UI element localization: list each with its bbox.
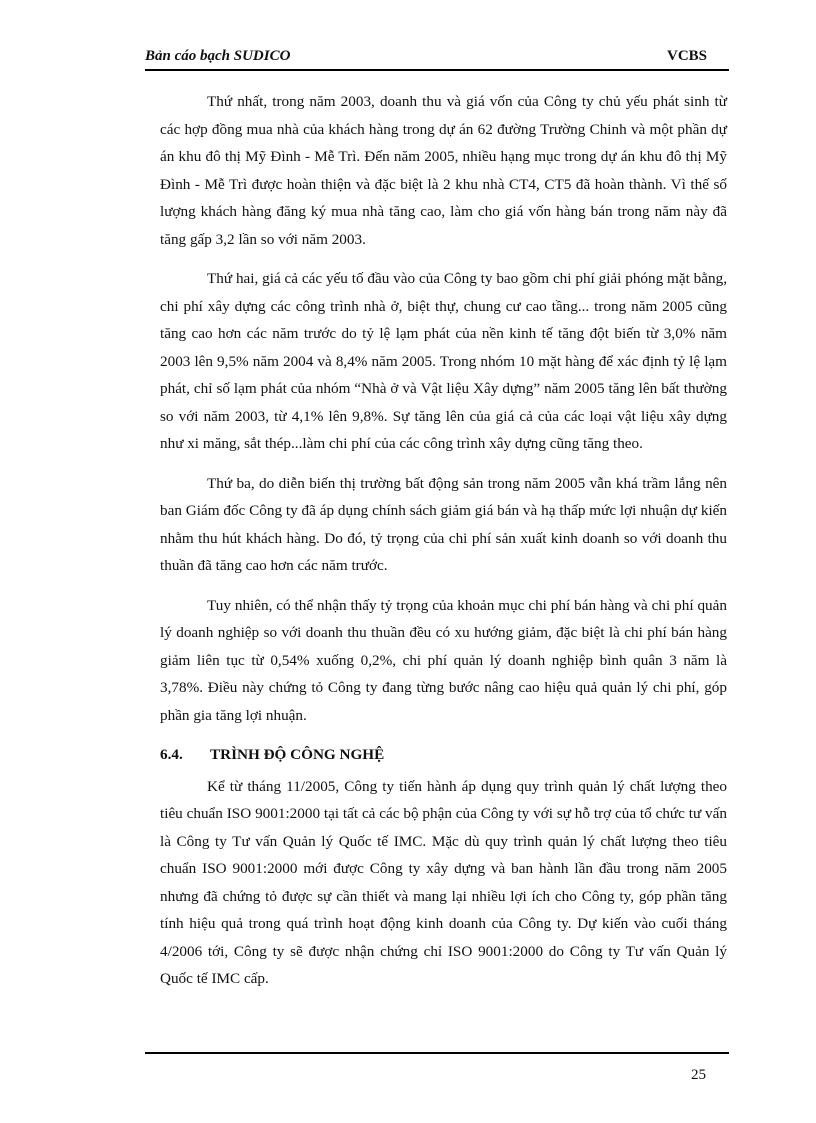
section-paragraph: Kể từ tháng 11/2005, Công ty tiến hành áp dụng quy trình quản lý chất lượng theo tiêu chuẩn ISO 9001:2000 tại tất cả các bộ phận của Công ty với sự hỗ trợ của tổ chức tư vấn là Công ty Tư vấn Quản lý Quốc tế IMC. Mặc dù quy trình quản lý chất lượng theo tiêu chuẩn ISO 9001:2000 mới được Công ty xây dựng và ban hành lần đầu trong năm 2005 nhưng đã chứng tỏ được sự cần thiết và mang lại nhiều lợi ích cho Công ty, góp phần tăng tính hiệu quả trong quá trình hoạt động kinh doanh của Công ty. Dự kiến vào cuối tháng 4/2006 tới, Công ty sẽ được nhận chứng chỉ ISO 9001:2000 do Công ty Tư vấn Quản lý Quốc tế IMC cấp. [160, 777, 727, 987]
page-header [145, 48, 729, 68]
paragraph-1: Thứ nhất, trong năm 2003, doanh thu và giá vốn của Công ty chủ yếu phát sinh từ các hợp đồng mua nhà của khách hàng trong dự án 62 đường Trường Chinh và một phần dự án khu đô thị Mỹ Đình - Mễ Trì. Đến năm 2005, nhiều hạng mục trong dự án khu đô thị Mỹ Đình - Mễ Trì được hoàn thiện và đặc biệt là 2 khu nhà CT4, CT5 đã hoàn thành. Vì thế số lượng khách hàng đăng ký mua nhà tăng cao, làm cho giá vốn hàng bán trong năm này đã tăng gấp 3,2 lần so với năm 2003. [160, 93, 727, 248]
header-divider [145, 69, 729, 71]
section-title: TRÌNH ĐỘ CÔNG NGHỆ [210, 746, 385, 763]
page-number: 25 [691, 1067, 706, 1083]
page-body [160, 88, 727, 1005]
document-title: Bản cáo bạch SUDICO [145, 48, 291, 64]
paragraph-2: Thứ hai, giá cả các yếu tố đầu vào của Công ty bao gồm chi phí giải phóng mặt bằng, chi phí xây dựng các công trình nhà ở, biệt thự, chung cư cao tầng... trong năm 2005 cũng tăng cao hơn các năm trước do tỷ lệ lạm phát của nền kinh tế tăng đột biến từ 3,0% năm 2003 lên 9,5% năm 2004 và 8,4% năm 2005. Trong nhóm 10 mặt hàng để xác định tỷ lệ lạm phát, chỉ số lạm phát của nhóm “Nhà ở và Vật liệu Xây dựng” năm 2005 tăng lên bất thường so với năm 2003, từ 4,1% lên 9,8%. Sự tăng lên của giá cả của các loại vật liệu xây dựng như xi măng, sắt thép...làm chi phí của các công trình xây dựng cũng tăng theo. [160, 270, 727, 452]
paragraph-4: Tuy nhiên, có thể nhận thấy tỷ trọng của khoản mục chi phí bán hàng và chi phí quản lý doanh nghiệp so với doanh thu thuần đều có xu hướng giảm, đặc biệt là chi phí bán hàng giảm liên tục từ 0,54% xuống 0,2%, chi phí quản lý doanh nghiệp bình quân 3 năm là 3,78%. Điều này chứng tỏ Công ty đang từng bước nâng cao hiệu quả quản lý chi phí, góp phần gia tăng lợi nhuận. [160, 596, 727, 724]
section-number: 6.4. [160, 746, 183, 763]
publisher-name: VCBS [666, 48, 707, 64]
paragraph-3: Thứ ba, do diễn biến thị trường bất động sản trong năm 2005 vẫn khá trầm lắng nên ban Giám đốc Công ty đã áp dụng chính sách giảm giá bán và hạ thấp mức lợi nhuận dự kiến nhằm thu hút khách hàng. Do đó, tỷ trọng của chi phí sản xuất kinh doanh so với doanh thu thuần đã tăng cao hơn các năm trước. [160, 474, 727, 574]
footer-divider [145, 1052, 729, 1054]
section-heading [160, 741, 727, 769]
